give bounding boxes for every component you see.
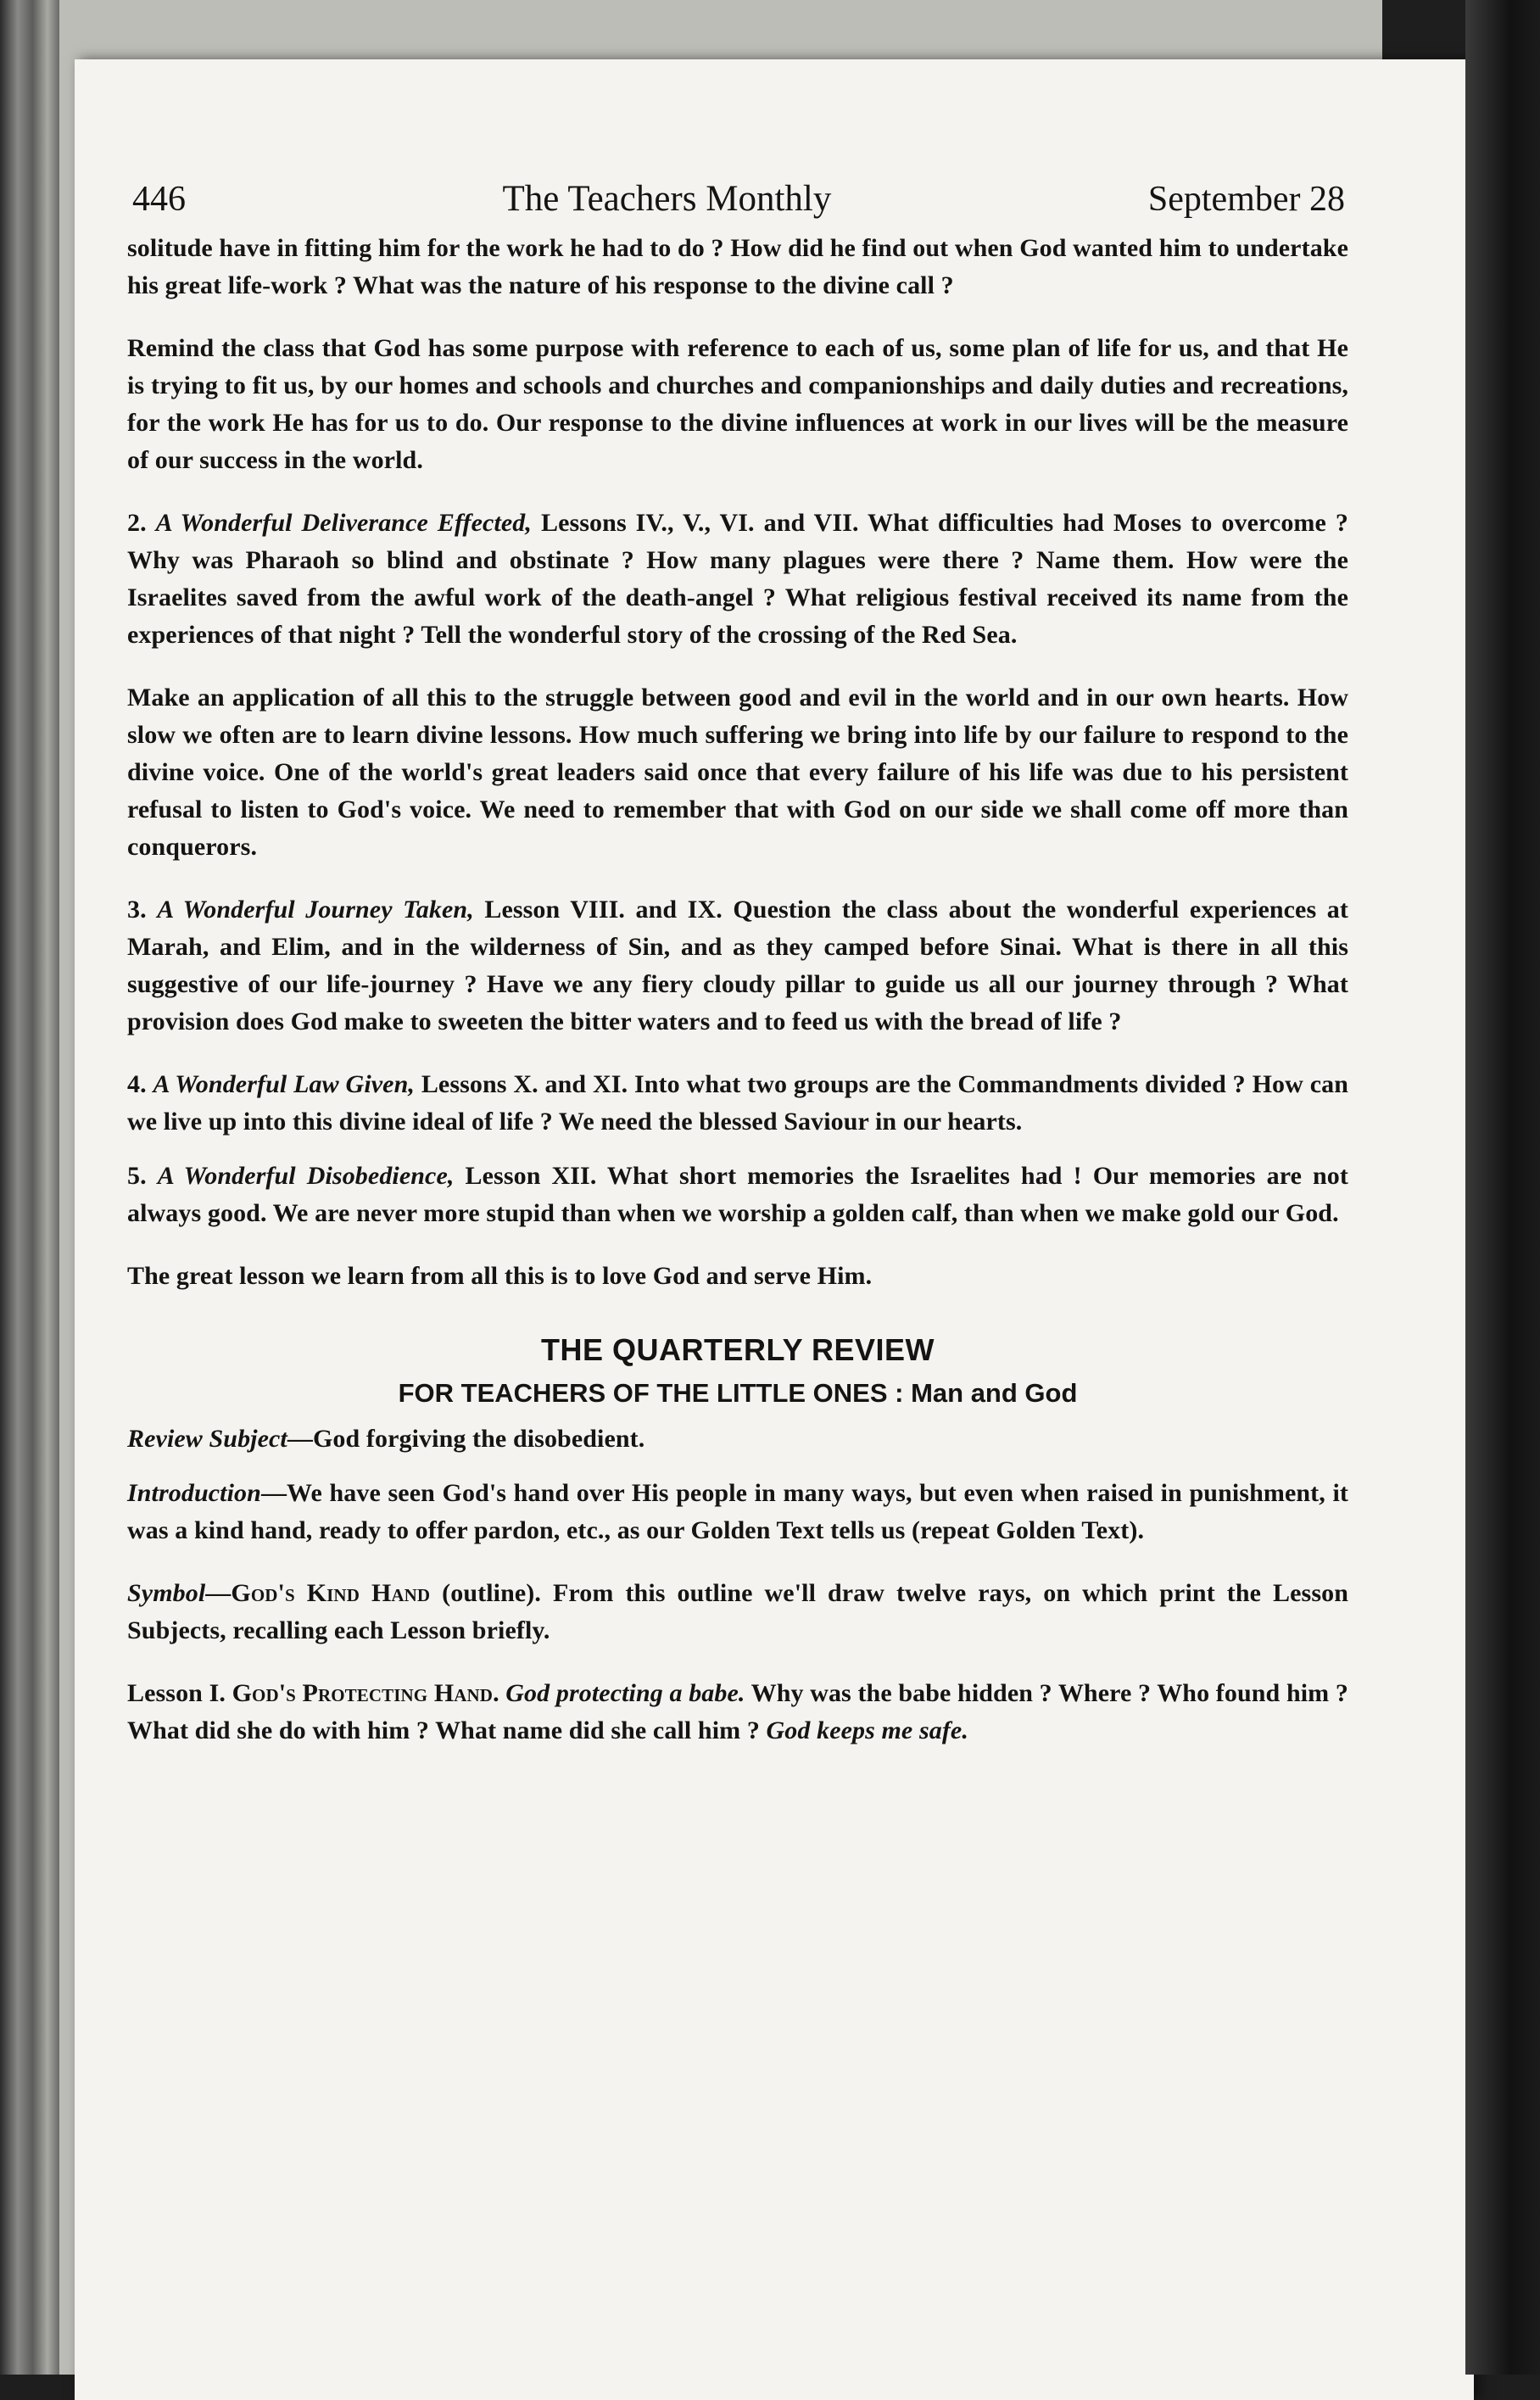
- symbol-text: (outline). From this outline we'll draw twelve rays, on which print the Lesson Subjects, recalling each Lesson briefly.: [127, 1579, 1348, 1644]
- label-introduction: Introduction: [127, 1479, 261, 1507]
- lesson-one-caps: God's Protecting Hand.: [232, 1679, 499, 1707]
- page-number: 446: [132, 180, 186, 219]
- section-subheading: FOR TEACHERS OF THE LITTLE ONES : Man and God: [398, 1378, 1078, 1408]
- issue-date: September 28: [1147, 180, 1345, 219]
- section-heading: THE QUARTERLY REVIEW: [540, 1332, 935, 1367]
- dark-background-edge: [1465, 0, 1540, 2375]
- item-title: A Wonderful Journey Taken,: [157, 896, 474, 924]
- item-title: A Wonderful Disobedience,: [157, 1162, 455, 1190]
- paragraph-introduction: [127, 1475, 1348, 1549]
- item-body: Lessons X. and XI. Into what two groups are the Commandments divided ? How can we live up into this divine ideal of life ? We need the blessed Saviour in our hearts.: [127, 1070, 1348, 1136]
- item-title: A Wonderful Deliverance Effected,: [155, 509, 533, 537]
- lesson-one-text: Why was the babe hidden ? Where ? Who found him ? What did she do with him ? What name did she call him ?: [127, 1679, 1348, 1744]
- paragraph-application: Make an application of all this to the struggle between good and evil in the world and in our own hearts. How slow we often are to learn divine lessons. How much suffering we bring into life by our failure to respond to the divine voice. One of the world's great leaders said once that every failure of his life was due to his persistent refusal to listen to God's voice. We need to remember that with God on our side we shall come off more than conquerors.: [127, 684, 1348, 861]
- paragraph-disobedience: [127, 1158, 1348, 1232]
- item-number: 5.: [127, 1162, 147, 1190]
- item-body: Lessons IV., V., VI. and VII. What difficulties had Moses to overcome ? Why was Pharaoh so blind and obstinate ? How many plagues were there ? Name them. How were the Israelites saved from the awful work of the death-angel ? What religious festival received its name from the experiences of that night ? Tell the wonderful story of the crossing of the Red Sea.: [127, 509, 1348, 649]
- journal-title: The Teachers Monthly: [502, 179, 832, 219]
- symbol-caps: God's Kind Hand: [231, 1579, 431, 1607]
- page-content: [127, 178, 1348, 1775]
- item-number: 3.: [127, 896, 147, 924]
- paragraph-remind: Remind the class that God has some purpose with reference to each of us, some plan of life for us, and that He is trying to fit us, by our homes and schools and churches and companionships and daily duties and recreations, for the work He has for us to do. Our response to the divine influences at work in our lives will be the measure of our success in the world.: [127, 334, 1348, 474]
- paragraph-journey: [127, 891, 1348, 1041]
- paragraph-deliverance: [127, 505, 1348, 654]
- symbol-dash: —: [205, 1579, 232, 1607]
- paragraph-review-subject: [127, 1420, 1348, 1458]
- introduction-text: —We have seen God's hand over His people in many ways, but even when raised in punishment, it was a kind hand, ready to offer pardon, etc., as our Golden Text tells us (repeat Golden Text).: [127, 1479, 1348, 1544]
- lesson-one-italic: God protecting a babe.: [505, 1679, 745, 1707]
- running-header: [127, 178, 1348, 220]
- paragraph-lesson-one: [127, 1675, 1348, 1750]
- paragraph-great-lesson: The great lesson we learn from all this is to love God and serve Him.: [127, 1262, 873, 1290]
- label-review-subject: Review Subject: [127, 1425, 287, 1453]
- label-symbol: Symbol: [127, 1579, 206, 1607]
- book-binding: [0, 0, 59, 2375]
- item-body: Lesson XII. What short memories the Israelites had ! Our memories are not always good. We are never more stupid than when we worship a golden calf, than when we make gold our God.: [127, 1162, 1348, 1227]
- review-subject-text: —God forgiving the disobedient.: [287, 1425, 645, 1453]
- item-body: Lesson VIII. and IX. Question the class about the wonderful experiences at Marah, and Elim, and in the wilderness of Sin, and as they camped before Sinai. What is there in all this suggestive of our life-journey ? Have we any fiery cloudy pillar to guide us all our journey through ? What provision does God make to sweeten the bitter waters and to feed us with the bread of life ?: [127, 896, 1348, 1035]
- paragraph-symbol: [127, 1575, 1348, 1649]
- item-title: A Wonderful Law Given,: [153, 1070, 415, 1098]
- item-number: 2.: [127, 509, 147, 537]
- lesson-one-end: God keeps me safe.: [766, 1716, 968, 1744]
- paragraph-solitude: solitude have in fitting him for the work he had to do ? How did he find out when God wanted him to undertake his great life-work ? What was the nature of his response to the divine call ?: [127, 234, 1348, 299]
- lesson-one-label: Lesson I.: [127, 1679, 226, 1707]
- paragraph-law: [127, 1066, 1348, 1141]
- item-number: 4.: [127, 1070, 147, 1098]
